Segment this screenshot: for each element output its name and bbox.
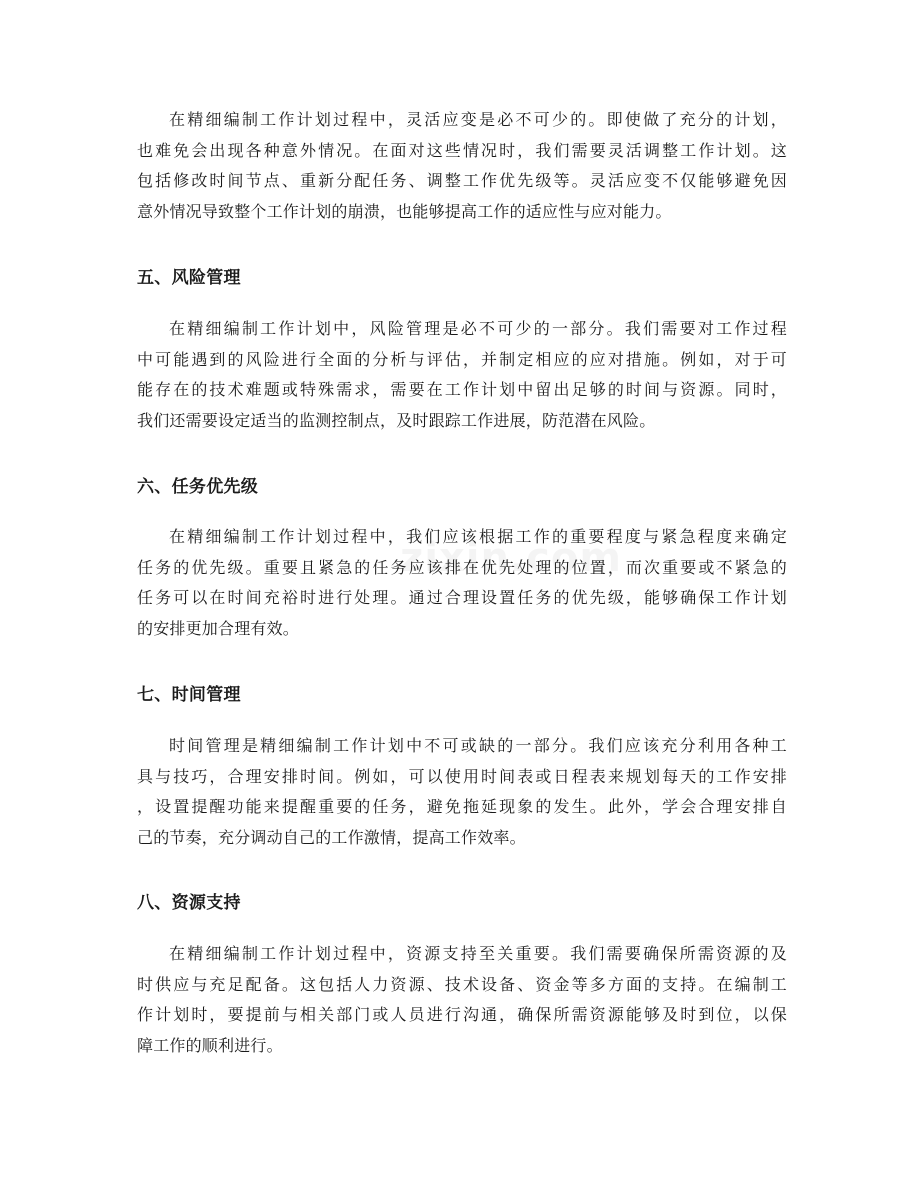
paragraph-line: 的安排更加合理有效。 (137, 618, 300, 638)
section-heading-resource-support: 八、资源支持 (137, 893, 241, 913)
intro-paragraph (137, 105, 787, 227)
section-paragraph-risk-management (137, 314, 787, 436)
paragraph-line: 作计划时，要提前与相关部门或人员进行沟通，确保所需资源能够及时到位，以保 (137, 1005, 787, 1024)
section-heading-time-management: 七、时间管理 (137, 685, 241, 705)
paragraph-line: 障工作的顺利进行。 (137, 1035, 283, 1055)
paragraph-line: 在精细编制工作计划过程中，灵活应变是必不可少的。即使做了充分的计划， (169, 110, 787, 129)
paragraph-line: 在精细编制工作计划中，风险管理是必不可少的一部分。我们需要对工作过程 (169, 319, 787, 338)
section-heading-risk-management: 五、风险管理 (137, 268, 241, 288)
paragraph-line: 时供应与充足配备。这包括人力资源、技术设备、资金等多方面的支持。在编制工 (137, 974, 787, 994)
section-paragraph-resource-support (137, 939, 787, 1061)
paragraph-line: 也难免会出现各种意外情况。在面对这些情况时，我们需要灵活调整工作计划。这 (137, 140, 787, 160)
paragraph-line: 能存在的技术难题或特殊需求，需要在工作计划中留出足够的时间与资源。同时， (137, 380, 787, 399)
paragraph-line: 任务可以在时间充裕时进行处理。通过合理设置任务的优先级，能够确保工作计划 (137, 588, 787, 607)
paragraph-line: 意外情况导致整个工作计划的崩溃，也能够提高工作的适应性与应对能力。 (137, 201, 672, 221)
paragraph-line: 在精细编制工作计划过程中，资源支持至关重要。我们需要确保所需资源的及 (169, 944, 787, 963)
paragraph-line: 我们还需要设定适当的监测控制点，及时跟踪工作进展，防范潜在风险。 (137, 410, 656, 430)
paragraph-line: 时间管理是精细编制工作计划中不可或缺的一部分。我们应该充分利用各种工 (169, 736, 787, 755)
section-paragraph-time-management (137, 731, 787, 853)
paragraph-line: 己的节奏，充分调动自己的工作激情，提高工作效率。 (137, 827, 526, 847)
section-heading-task-priority: 六、任务优先级 (137, 477, 259, 497)
paragraph-line: 任务的优先级。重要且紧急的任务应该排在优先处理的位置，而次重要或不紧急的 (137, 557, 787, 577)
paragraph-line: 包括修改时间节点、重新分配任务、调整工作优先级等。灵活应变不仅能够避免因 (137, 171, 787, 190)
paragraph-line: 具与技巧，合理安排时间。例如，可以使用时间表或日程表来规划每天的工作安排 (137, 766, 787, 786)
paragraph-line: 中可能遇到的风险进行全面的分析与评估，并制定相应的应对措施。例如，对于可 (137, 349, 787, 369)
watermark (400, 535, 622, 581)
paragraph-line: 在精细编制工作计划过程中，我们应该根据工作的重要程度与紧急程度来确定 (169, 527, 787, 546)
paragraph-line: ，设置提醒功能来提醒重要的任务，避免拖延现象的发生。此外，学会合理安排自 (137, 797, 787, 816)
